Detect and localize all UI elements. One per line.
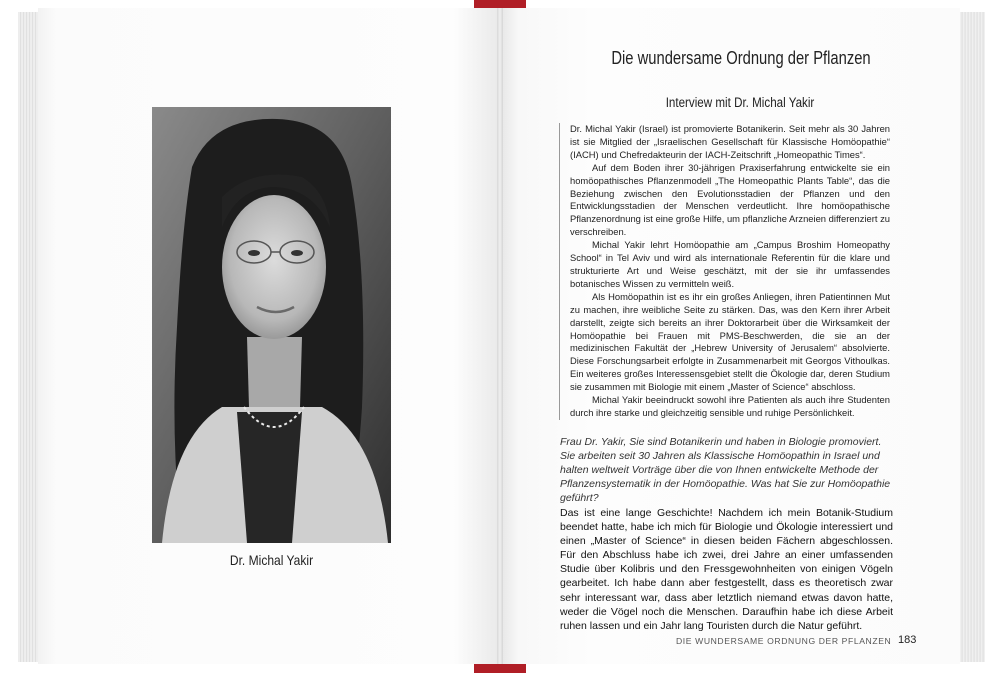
intro-paragraph: Michal Yakir beeindruckt sowohl ihre Patienten als auch ihre Studenten durch ihre starke und gleichzeitig sensible und ruhige Persönlichkeit.	[570, 394, 890, 418]
photo-caption: Dr. Michal Yakir	[229, 552, 314, 568]
headband-bottom	[474, 663, 526, 673]
interview-question: Frau Dr. Yakir, Sie sind Botanikerin und haben in Biologie promoviert. Sie arbeiten seit 30 Jahren als Klassische Homöopathin in Israel und halten weltweit Vorträge über die von Ihnen entwickelte Methode der Pflanzensystematik in der Homöopathie. Was hat Sie zur Homöopathie geführt?	[560, 436, 891, 504]
intro-paragraph: Dr. Michal Yakir (Israel) ist promovierte Botanikerin. Seit mehr als 30 Jahren ist sie Mitglied der „Israelischen Gesellschaft für Klassische Homöopathie“ (IACH) und Chefredakteurin der IACH-Zeitschrift „Homeopathic Times“.	[570, 123, 890, 160]
right-page-edges	[958, 12, 985, 662]
running-head: DIE WUNDERSAME ORDNUNG DER PFLANZEN	[676, 636, 892, 646]
intro-paragraph: Als Homöopathin ist es ihr ein großes Anliegen, ihren Patientinnen Mut zu machen, ihre weibliche Seite zu stärken. Das, was den Kern ihrer Arbeit darstellt, zeigte sich bereits an ihrer Doktorarbeit über die Wirksamkeit der Homöopathie bei Frauen mit PMS-Beschwerden, die sie an der medizinischen Fakultät der „Hebrew University of Jerusalem“ absolvierte. Diese Forschungsarbeit erfolgte in Zusammenarbeit mit Georgos Vithoulkas. Ein weiteres großes Interessensgebiet stellt die Ökologie dar, deren Studium sie zusammen mit Biologie mit einem „Master of Science“ abschloss.	[570, 290, 890, 393]
page-number: 183	[898, 634, 917, 646]
portrait-photo	[152, 107, 391, 543]
left-page-edges	[18, 12, 39, 662]
interview-answer: Das ist eine lange Geschichte! Nachdem ich mein Botanik-Studium beendet hatte, habe ich mich für Biologie und Ökologie interessiert und einen „Master of Science“ in diesen beiden Fächern abgeschlossen. Für den Abschluss habe ich zwei, drei Jahre an einer umfassenden Studie über Kolibris und den Fressgewohnheiten von einigen Vögeln gearbeitet. Ich habe dann aber festgestellt, dass es theoretisch zwar sehr interessant war, dass aber letztlich niemand etwas davon hatte, weder die Vögel noch die Menschen. Daraufhin habe ich diese Arbeit ruhen lassen und ein Jahr lang Touristen durch die Natur geführt.	[560, 507, 893, 632]
intro-paragraph: Auf dem Boden ihrer 30-jährigen Praxiserfahrung entwickelte sie ein homöopathisches Pflanzenmodell „The Homeopathic Plants Table“, das die Beziehung zwischen den Evolutionsstadien der Pflanzen und den Entwicklungsstadien der Menschen verdeutlicht. Ihre homöopathische Pflanzenordnung ist eine große Hilfe, um pflanzliche Arzneien differenziert zu verschreiben.	[570, 161, 890, 238]
intro-paragraph: Michal Yakir lehrt Homöopathie am „Campus Broshim Homeopathy School“ in Tel Aviv und wird als internationale Referentin für die klare und strukturierte Art und Weise geschätzt, mit der sie ihr umfassendes botanisches Wissen zu vermitteln weiß.	[570, 239, 890, 289]
interview-subtitle: Interview mit Dr. Michal Yakir	[665, 95, 815, 110]
chapter-title: Die wundersame Ordnung der Pflanzen	[611, 48, 871, 68]
intro-text-block	[559, 123, 890, 420]
book-gutter	[497, 8, 503, 664]
